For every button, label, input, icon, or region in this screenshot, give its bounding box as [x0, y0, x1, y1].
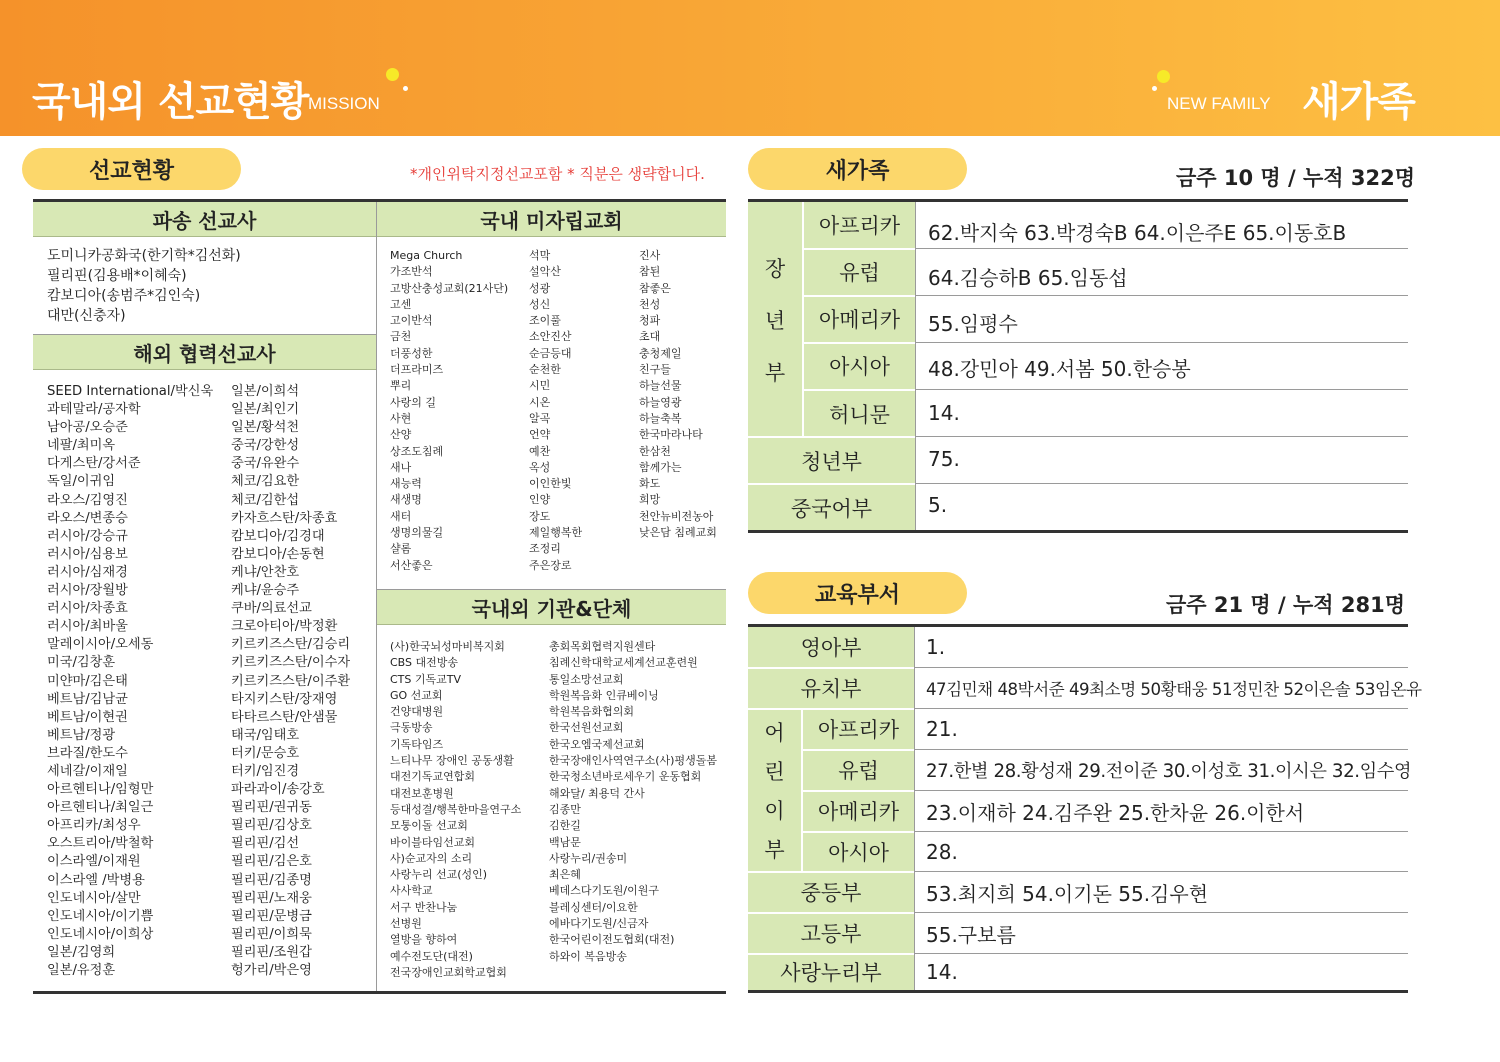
- cell-divider: [748, 483, 915, 485]
- list-item: 에바다기도원/신금자: [549, 917, 649, 931]
- cell-divider: [748, 436, 915, 438]
- list-item: 학원복음화협의회: [549, 705, 635, 719]
- list-item: 쿠바/의료선교: [231, 601, 312, 617]
- mission-subtitle: MISSION: [308, 94, 380, 113]
- list-item: 라오스/김영진: [47, 492, 128, 508]
- list-item: 한삼천: [639, 444, 671, 458]
- list-item: 이스라엘/이재원: [47, 854, 141, 870]
- list-item: 키르키즈스탄/이주환: [231, 673, 351, 689]
- list-item: 일본/최인기: [231, 402, 300, 418]
- list-item: 통일소망선교회: [549, 672, 624, 686]
- list-item: 기독타임즈: [390, 737, 444, 751]
- list-item: 독일/이귀임: [47, 474, 116, 490]
- list-item: 말레이시아/오세동: [47, 637, 154, 653]
- list-item: 총회목회협력지원센타: [549, 640, 656, 653]
- nf-value-europe: 64.김승하B 65.임동섭: [928, 265, 1128, 290]
- list-item: 아프리카/최성우: [47, 818, 141, 834]
- list-item: 러시아/최바울: [47, 619, 128, 635]
- list-item: 사랑누리/권송미: [549, 851, 628, 865]
- list-item: 김한길: [549, 819, 581, 833]
- domestic-list-col3: [639, 248, 717, 541]
- list-item: 한국오엠국제선교회: [549, 737, 645, 751]
- list-item: 희망: [639, 493, 661, 507]
- list-item: 중국/유완수: [231, 456, 300, 472]
- list-item: 고센: [390, 297, 412, 311]
- list-item: 인양: [529, 493, 551, 507]
- edu-value-middle: 53.최지희 54.이기돈 55.김우현: [926, 881, 1209, 906]
- list-item: 진사: [639, 249, 661, 262]
- cell-divider: [803, 749, 914, 751]
- list-item: GO 선교회: [390, 688, 443, 702]
- orgs-list-col1: [390, 639, 521, 981]
- list-item: 열방을 향하여: [390, 933, 458, 947]
- list-item: 건양대병원: [390, 705, 444, 719]
- domestic-list-col2: [529, 248, 582, 574]
- list-item: 낮은담 침례교회: [639, 526, 717, 540]
- list-item: 알곡: [529, 411, 551, 425]
- group-char: 년: [764, 308, 786, 333]
- list-item: 중국/강한성: [231, 438, 300, 454]
- list-item: 터키/문승호: [231, 745, 300, 761]
- list-item: 러시아/강승규: [47, 528, 128, 544]
- list-item: 예수전도단(대전): [390, 949, 473, 963]
- list-item: 세네갈/이재일: [47, 763, 128, 779]
- list-item: (사)한국뇌성마비복지회: [390, 640, 505, 653]
- edu-label-asia: 아시아: [803, 832, 914, 871]
- list-item: 인도네시아/살만: [47, 890, 141, 906]
- orgs-heading: 국내외 기관&단체: [377, 590, 726, 625]
- list-item: 새나: [390, 460, 412, 474]
- list-item: 참좋은: [639, 281, 671, 295]
- list-item: 터키/임진경: [231, 763, 300, 779]
- list-item: 미국/김창훈: [47, 655, 116, 671]
- edu-value-america: 23.이재하 24.김주완 25.한차윤 26.이한서: [926, 800, 1305, 825]
- list-item: 바이블타임선교회: [390, 835, 476, 849]
- list-item: 캄보디아(송범주*김인숙): [47, 288, 201, 304]
- row-rule: [916, 483, 1408, 484]
- orgs-list-col2: [549, 639, 717, 965]
- list-item: 침례신학대학교세계선교훈련원: [549, 656, 698, 670]
- edu-label-kinder: 유치부: [748, 668, 914, 708]
- list-item: 캄보디아/김경대: [231, 528, 325, 544]
- edu-value-high: 55.구보름: [926, 922, 1016, 947]
- list-item: 타지키스탄/장재영: [231, 691, 338, 707]
- nf-value-youth: 75.: [928, 447, 960, 471]
- list-item: 해와달/ 최용덕 간사: [549, 786, 645, 800]
- list-item: 순천한: [529, 363, 561, 377]
- table-bottom-rule: [33, 991, 726, 994]
- edu-value-europe: 27.한별 28.황성재 29.전이준 30.이성호 31.이시은 32.임수영: [926, 761, 1412, 782]
- list-item: 더풍성한: [390, 346, 433, 360]
- edu-value-sarangnuri: 14.: [926, 960, 958, 984]
- list-item: 블레싱센터/이요한: [549, 900, 638, 914]
- white-dot-icon: [403, 86, 408, 91]
- partners-list-col2: [231, 383, 350, 980]
- list-item: 인도네시아/이희상: [47, 926, 154, 942]
- list-item: 산양: [390, 428, 412, 442]
- list-item: 상조도침례: [390, 444, 444, 458]
- list-item: 도미니카공화국(한기학*김선화): [47, 248, 241, 264]
- edu-label-america: 아메리카: [803, 791, 914, 831]
- edu-value-africa: 21.: [926, 717, 958, 741]
- list-item: 주은장로: [529, 558, 572, 572]
- list-item: 라오스/변종승: [47, 510, 128, 526]
- list-item: 금천: [390, 330, 412, 344]
- list-item: 하와이 복음방송: [549, 949, 627, 963]
- list-item: 한국어린이전도협회(대전): [549, 933, 675, 947]
- list-item: 서구 반찬나눔: [390, 900, 458, 914]
- education-tally: 금주 21 명 / 누적 281명: [1166, 593, 1405, 617]
- list-item: 케냐/윤승주: [231, 583, 300, 599]
- list-item: 새생명: [390, 493, 422, 507]
- mission-note: *개인위탁지정선교포함 * 직분은 생략합니다.: [410, 165, 705, 183]
- edu-label-sarangnuri: 사랑누리부: [748, 954, 914, 990]
- list-item: 체코/김요한: [231, 474, 300, 490]
- list-item: 시민: [529, 379, 551, 393]
- list-item: 이인한빛: [529, 477, 572, 491]
- list-item: 일본/이희석: [231, 384, 300, 399]
- list-item: 네팔/최미옥: [47, 438, 116, 454]
- list-item: 참된: [639, 265, 661, 279]
- list-item: 필리핀/권귀동: [231, 800, 312, 816]
- cell-divider: [748, 667, 914, 669]
- cell-divider: [748, 708, 914, 710]
- nf-value-honeymoon: 14.: [928, 401, 960, 425]
- list-item: 키르키즈스탄/김승리: [231, 637, 351, 653]
- list-item: 캄보디아/손동현: [231, 546, 325, 562]
- column-divider: [915, 202, 916, 530]
- list-item: 타타르스탄/안샘물: [231, 709, 338, 725]
- list-item: 케냐/안찬호: [231, 564, 300, 580]
- list-item: 한국선원선교회: [549, 721, 624, 735]
- list-item: 태국/임태호: [231, 727, 300, 743]
- list-item: 필리핀/이희묵: [231, 926, 312, 942]
- list-item: 아르헨티나/최일근: [47, 800, 154, 816]
- list-item: 인도네시아/이기쁨: [47, 908, 154, 924]
- list-item: 키르키즈스탄/이수자: [231, 655, 351, 671]
- list-item: 고이반석: [390, 314, 433, 328]
- list-item: 새터: [390, 509, 412, 523]
- domestic-heading: 국내 미자립교회: [377, 202, 726, 237]
- newfamily-subtitle: NEW FAMILY: [1167, 94, 1271, 113]
- list-item: CTS 기독교TV: [390, 672, 462, 686]
- list-item: 천안뉴비전농아: [639, 509, 714, 523]
- domestic-list-col1: [390, 248, 508, 574]
- list-item: 헝가리/박은영: [231, 963, 312, 978]
- list-item: 크로아티아/박정환: [231, 619, 338, 635]
- mission-status-pill: 선교현황: [22, 148, 241, 190]
- list-item: 조정리: [529, 542, 561, 556]
- list-item: 한국청소년바로세우기 운동협회: [549, 770, 702, 784]
- adult-group-label: [748, 202, 802, 437]
- list-item: 러시아/차종효: [47, 601, 128, 617]
- list-item: 다게스탄/강서준: [47, 456, 141, 472]
- list-item: 필리핀/김선: [231, 836, 300, 852]
- list-item: 천성: [639, 297, 661, 311]
- list-item: 장도: [529, 509, 551, 523]
- list-item: 시온: [529, 395, 551, 409]
- list-item: 뿌리: [390, 379, 412, 393]
- list-item: 김종만: [549, 802, 581, 816]
- nf-label-america: 아메리카: [804, 296, 915, 342]
- list-item: 러시아/심용보: [47, 546, 128, 562]
- list-item: 미얀마/김은태: [47, 673, 128, 689]
- row-rule: [915, 953, 1408, 954]
- nf-label-europe: 유럽: [804, 249, 915, 295]
- list-item: 일본/유정훈: [47, 963, 116, 978]
- list-item: 생명의물길: [390, 526, 444, 540]
- edu-label-infant: 영아부: [748, 627, 914, 667]
- list-item: 초대: [639, 330, 661, 344]
- list-item: 서산좋은: [390, 558, 433, 572]
- nf-value-chinese: 5.: [928, 493, 948, 517]
- list-item: 언약: [529, 428, 551, 442]
- list-item: 필리핀/김은호: [231, 854, 312, 870]
- mission-title: 국내외 선교현황: [32, 79, 309, 125]
- list-item: 필리핀/조원갑: [231, 944, 312, 960]
- list-item: 가조반석: [390, 265, 433, 279]
- list-item: 학원복음화 인큐베이닝: [549, 688, 659, 702]
- list-item: 하늘영광: [639, 395, 682, 409]
- list-item: 소안진산: [529, 330, 572, 344]
- cell-divider: [748, 912, 914, 914]
- list-item: 러시아/장월방: [47, 583, 128, 599]
- list-item: 석막: [529, 249, 551, 262]
- group-char: 이: [764, 798, 785, 823]
- list-item: 전국장애인교회학교협회: [390, 965, 507, 979]
- dispatched-heading: 파송 선교사: [33, 202, 376, 237]
- list-item: 설악산: [529, 265, 561, 279]
- list-item: 브라질/한도수: [47, 745, 128, 761]
- list-item: 성신: [529, 297, 551, 311]
- list-item: 하늘축복: [639, 411, 682, 425]
- row-rule: [915, 708, 1408, 709]
- education-pill: 교육부서: [748, 572, 967, 614]
- list-item: 샬롬: [390, 542, 412, 556]
- list-item: 베트남/이현권: [47, 709, 128, 725]
- cell-divider: [804, 295, 915, 297]
- list-item: 일본/김영희: [47, 944, 116, 960]
- list-item: 사사학교: [390, 884, 433, 898]
- list-item: 대전보훈병원: [390, 786, 454, 800]
- row-rule: [915, 831, 1408, 832]
- list-item: 함께가는: [639, 460, 682, 474]
- column-divider: [914, 627, 915, 990]
- list-item: 고방산충성교회(21사단): [390, 281, 509, 295]
- list-item: 극동방송: [390, 721, 433, 735]
- list-item: 필리핀/문병금: [231, 908, 312, 924]
- cell-divider: [804, 248, 915, 250]
- group-char: 린: [764, 759, 785, 784]
- list-item: 새능력: [390, 477, 422, 491]
- group-char: 장: [764, 256, 786, 281]
- newfamily-title: 새가족: [1302, 79, 1415, 125]
- list-item: SEED International/박신욱: [47, 384, 214, 399]
- group-char: 어: [764, 720, 785, 745]
- list-item: 베트남/정광: [47, 727, 116, 743]
- list-item: 필리핀/노재웅: [231, 890, 312, 906]
- nf-value-africa: 62.박지숙 63.박경숙B 64.이은주E 65.이동호B: [928, 220, 1347, 245]
- list-item: 조이풀: [529, 314, 561, 328]
- list-item: 사)순교자의 소리: [390, 851, 473, 865]
- cell-divider: [748, 871, 914, 873]
- nf-label-asia: 아시아: [804, 343, 915, 389]
- edu-label-africa: 아프리카: [803, 709, 914, 749]
- nf-label-honeymoon: 허니문: [804, 390, 915, 437]
- list-item: 체코/김한섭: [231, 492, 300, 508]
- list-item: 친구들: [639, 363, 671, 377]
- header-banner: [0, 0, 1500, 136]
- edu-value-kinder: 47김민채 48박서준 49최소명 50황태웅 51정민찬 52이은솔 53임온유: [926, 680, 1422, 699]
- dispatched-list: [47, 246, 241, 326]
- list-item: 오스트리아/박철학: [47, 836, 154, 852]
- yellow-dot-icon: [1157, 70, 1170, 83]
- list-item: 성광: [529, 281, 551, 295]
- edu-label-high: 고등부: [748, 913, 914, 953]
- list-item: 파라과이/송강호: [231, 782, 325, 798]
- nf-value-asia: 48.강민아 49.서봄 50.한승봉: [928, 356, 1191, 381]
- list-item: 남아공/오승준: [47, 420, 128, 436]
- list-item: 하늘선물: [639, 379, 682, 393]
- newfamily-tally: 금주 10 명 / 누적 322명: [1176, 166, 1415, 190]
- table-bottom-rule: [748, 990, 1408, 993]
- list-item: 한국마라나타: [639, 428, 703, 442]
- list-item: 카자흐스탄/차종효: [231, 510, 338, 526]
- nf-value-america: 55.임평수: [928, 311, 1018, 336]
- cell-divider: [804, 389, 915, 391]
- list-item: 아르헨티나/임형만: [47, 782, 154, 798]
- edu-label-europe: 유럽: [803, 750, 914, 790]
- list-item: 필리핀/김종명: [231, 872, 312, 888]
- table-bottom-rule: [748, 530, 1408, 533]
- list-item: 사랑누리 선교(성인): [390, 868, 488, 882]
- list-item: 이스라엘 /박병용: [47, 872, 145, 888]
- list-item: 더프라미즈: [390, 363, 444, 377]
- edu-value-asia: 28.: [926, 840, 958, 864]
- list-item: 백남문: [549, 835, 581, 849]
- list-item: 청파: [639, 314, 661, 328]
- list-item: 모퉁이돌 선교회: [390, 819, 468, 833]
- cell-divider: [804, 342, 915, 344]
- list-item: 최은혜: [549, 868, 581, 882]
- list-item: 느티나무 장애인 공동생활: [390, 754, 514, 768]
- list-item: 제일행복한: [529, 526, 583, 540]
- newfamily-pill: 새가족: [748, 148, 967, 190]
- nf-label-chinese: 중국어부: [748, 485, 915, 530]
- list-item: 필리핀(김용배*이혜숙): [47, 268, 187, 284]
- edu-label-middle: 중등부: [748, 872, 914, 912]
- list-item: 사랑의 길: [390, 395, 437, 409]
- nf-label-youth: 청년부: [748, 438, 915, 484]
- list-item: 과테말라/공자학: [47, 402, 141, 418]
- list-item: Mega Church: [390, 249, 463, 262]
- list-item: 한국장애인사역연구소(사)평생돌봄: [549, 754, 717, 768]
- edu-value-infant: 1.: [926, 635, 946, 659]
- list-item: 충청제일: [639, 346, 682, 360]
- list-item: 필리핀/김상호: [231, 818, 312, 834]
- group-char: 부: [764, 360, 786, 385]
- list-item: 순금등대: [529, 346, 572, 360]
- cell-divider: [748, 953, 914, 955]
- list-item: 대만(신충자): [47, 308, 126, 324]
- partners-heading: 해외 협력선교사: [33, 335, 376, 370]
- list-item: 일본/황석천: [231, 420, 300, 436]
- cell-divider: [803, 831, 914, 833]
- list-item: 러시아/심재경: [47, 564, 128, 580]
- yellow-dot-icon: [386, 68, 399, 81]
- list-item: 대전기독교연합회: [390, 770, 476, 784]
- group-char: 부: [764, 837, 785, 862]
- white-dot-icon: [1152, 86, 1157, 91]
- cell-divider: [803, 790, 914, 792]
- row-rule: [916, 436, 1408, 437]
- children-group-label: [748, 709, 801, 871]
- list-item: 옥성: [529, 460, 551, 474]
- partners-list-col1: [47, 383, 213, 980]
- list-item: 선병원: [390, 917, 422, 931]
- list-item: 사현: [390, 411, 412, 425]
- list-item: 예찬: [529, 444, 551, 458]
- nf-label-africa: 아프리카: [804, 202, 915, 248]
- list-item: 베데스다기도원/이원구: [549, 884, 659, 898]
- list-item: CBS 대전방송: [390, 656, 459, 670]
- list-item: 등대성결/행복한마을연구소: [390, 802, 522, 816]
- list-item: 화도: [639, 477, 661, 491]
- list-item: 베트남/김남균: [47, 691, 128, 707]
